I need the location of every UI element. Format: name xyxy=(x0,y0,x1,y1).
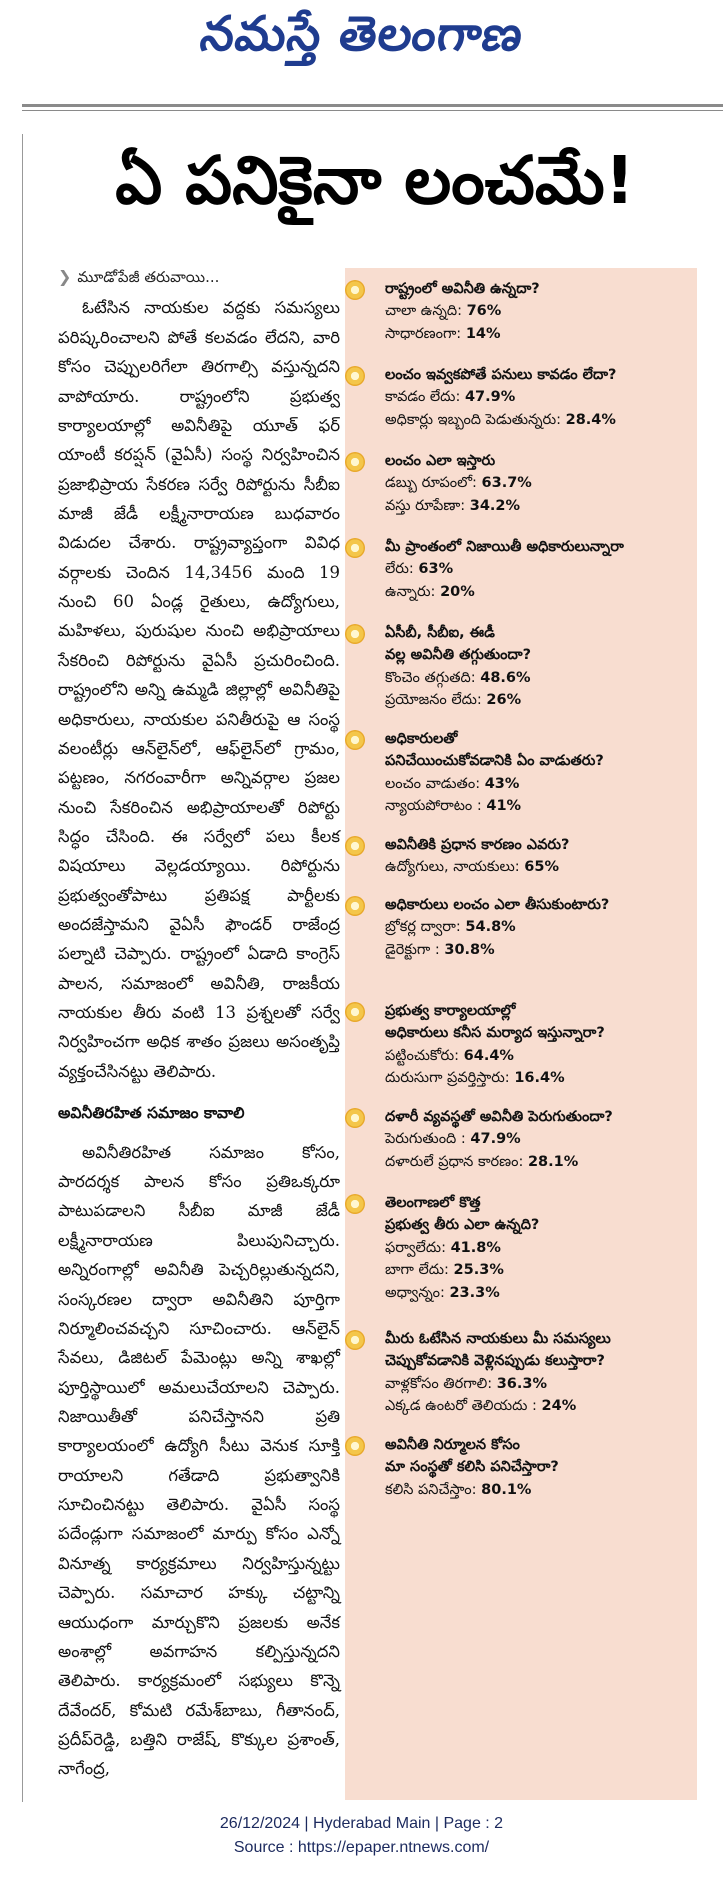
survey-answer-label: వస్తు రూపేణా: xyxy=(385,497,470,514)
survey-answer-label: అధ్వాన్నం: xyxy=(385,1284,450,1301)
survey-answer-label: వాళ్లకోసం తిరగాలి: xyxy=(385,1375,497,1392)
continuation-kicker xyxy=(58,263,340,291)
survey-answer-percent: 65% xyxy=(524,859,559,876)
bullet-icon xyxy=(345,896,365,916)
survey-answer-label: డైరెక్టుగా : xyxy=(385,941,445,958)
survey-question: రాష్ట్రంలో అవినీతి ఉన్నదా? xyxy=(385,281,540,297)
survey-item-text xyxy=(385,622,693,712)
survey-panel xyxy=(345,268,697,1800)
article-body xyxy=(58,263,340,1794)
survey-item-text xyxy=(385,1328,693,1418)
survey-answer-percent: 30.8% xyxy=(444,941,495,958)
survey-answer-label: పట్టించుకోరు: xyxy=(385,1047,464,1064)
survey-question: మీ ప్రాంతంలో నిజాయితీ అధికారులున్నారా xyxy=(385,539,624,555)
survey-question: మీరు ఓటేసిన నాయకులు మీ సమస్యలు xyxy=(385,1331,611,1347)
survey-answer xyxy=(385,856,693,878)
survey-answer-percent: 64.4% xyxy=(463,1047,514,1064)
survey-question: అధికారులు లంచం ఎలా తీసుకుంటారు? xyxy=(385,897,610,913)
survey-item-text xyxy=(385,1434,693,1501)
survey-item-text xyxy=(385,894,693,961)
survey-item-text xyxy=(385,728,693,818)
survey-item-text xyxy=(385,536,693,603)
survey-question: లంచం ఎలా ఇస్తారు xyxy=(385,453,496,469)
survey-answer-label: ఎక్కడ ఉంటరో తెలియదు : xyxy=(385,1398,542,1415)
survey-question: అవినీతికి ప్రధాన కారణం ఎవరు? xyxy=(385,837,570,853)
survey-answer xyxy=(385,939,693,961)
bullet-icon xyxy=(345,538,365,558)
survey-answer xyxy=(385,409,693,431)
survey-answer-label: బ్రోకర్ల ద్వారా: xyxy=(385,919,466,936)
survey-answer xyxy=(385,773,693,795)
headline: ఏ పనికైనా లంచమే! xyxy=(115,142,635,219)
survey-answer-percent: 25.3% xyxy=(453,1262,504,1279)
survey-answer xyxy=(385,1282,693,1304)
survey-answer-percent: 41% xyxy=(486,798,522,815)
survey-answer-percent: 20% xyxy=(440,583,475,600)
survey-answer xyxy=(385,1479,693,1501)
survey-item-text xyxy=(385,1106,693,1173)
footer-edition-info: 26/12/2024 | Hyderabad Main | Page : 2 xyxy=(219,1815,504,1832)
survey-answer xyxy=(385,300,693,322)
bullet-icon xyxy=(345,730,365,750)
bullet-icon xyxy=(345,1194,365,1214)
survey-answer xyxy=(385,1373,693,1395)
survey-answer xyxy=(385,495,693,517)
survey-answer-label: బాగా లేదు: xyxy=(385,1262,454,1279)
survey-question: ఏసీబీ, సీబీఐ, ఈడీ xyxy=(385,625,495,641)
survey-answer-percent: 80.1% xyxy=(481,1481,532,1498)
masthead-rule-thin xyxy=(22,110,723,111)
survey-answer-percent: 16.4% xyxy=(514,1070,565,1087)
masthead xyxy=(0,0,723,92)
survey-answer-percent: 14% xyxy=(465,325,501,342)
survey-question: పనిచేయించుకోవడానికి ఏం వాడుతరు? xyxy=(385,753,604,770)
left-margin-rule xyxy=(22,134,23,1802)
kicker-text: మూడోపేజీ తరువాయి... xyxy=(77,268,220,286)
survey-question: అధికారులతో xyxy=(385,731,458,747)
survey-answer xyxy=(385,1259,693,1281)
bullet-icon xyxy=(345,366,365,386)
survey-answer xyxy=(385,1151,693,1173)
survey-answer-label: పెరుగుతుంది : xyxy=(385,1131,471,1148)
bullet-icon xyxy=(345,1108,365,1128)
survey-item-text xyxy=(385,450,693,517)
article-paragraph-1: ఓటేసిన నాయకుల వద్దకు సమస్యలు పరిష్కరించాలని పోతే కలవడం లేదని, వారి కోసం చెప్పులరిగేలా తిరగాల్సి వస్తున్నదని వాపోయారు. రాష్ట్రంలోని ప్రభుత్వ కార్యాలయాల్లో అవినీతిపై యూత్ ఫర్ యాంటీ కరప్షన్ (వైఏసీ) సంస్థ నిర్వహించిన ప్రజాభిప్రాయ సేకరణ సర్వే రిపోర్టును సీబీఐ మాజీ జేడీ లక్ష్మీనారాయణ బుధవారం విడుదల చేశారు. రాష్ట్రవ్యాప్తంగా వివిధ వర్గాలకు చెందిన 14,3456 మంది 19 నుంచి 60 ఏండ్ల రైతులు, ఉద్యోగులు, మహిళలు, పురుషుల నుంచి అభిప్రాయాలు సేకరించి రిపోర్టును వైఏసీ ప్రచురించింది. రాష్ట్రంలోని అన్ని ఉమ్మడి జిల్లాల్లో అవినీతిపై అధికారులు, నాయకుల పనితీరుపై ఆ సంస్థ వలంటీర్లు ఆన్‌లైన్‌లో, ఆఫ్‌లైన్‌లో గ్రామం, పట్టణం, నగరంవారీగా అన్నివర్గాల ప్రజల నుంచి సేకరించిన అభిప్రాయాలతో రిపోర్టు సిద్ధం చేసింది. ఈ సర్వేలో పలు కీలక విషయాలు వెల్లడయ్యాయి. రిపోర్టును ప్రభుత్వంతోపాటు ప్రతిపక్ష పార్టీలకు అందజేస్తామని వైఏసీ ఫౌండర్ రాజేంద్ర పల్నాటి చెప్పారు. రాష్ట్రంలో ఏడాది కాంగ్రెస్ పాలన, సమాజంలో అవినీతి, రాజకీయ నాయకుల తీరు వంటి 13 ప్రశ్నలతో సర్వే నిర్వహించగా అధిక శాతం ప్రజలు అసంతృప్తి వ్యక్తంచేసినట్టు తెలిపారు. xyxy=(58,298,340,1081)
masthead-rule xyxy=(22,104,723,107)
survey-question: మా సంస్థతో కలిసి పనిచేస్తారా? xyxy=(385,1459,559,1476)
survey-answer-label: ఫర్వాలేదు: xyxy=(385,1239,451,1256)
survey-answer-label: సాధారణంగా: xyxy=(385,325,466,342)
survey-question: ప్రభుత్వ కార్యాలయాల్లో xyxy=(385,1003,516,1019)
survey-answer xyxy=(385,1237,693,1259)
survey-answer-label: కొంచెం తగ్గుతది: xyxy=(385,669,481,686)
survey-answer-percent: 47.9% xyxy=(464,389,516,406)
article-subhead: అవినీతిరహిత సమాజం కావాలి xyxy=(58,1104,245,1123)
survey-answer-percent: 41.8% xyxy=(450,1239,501,1256)
bullet-icon xyxy=(345,1330,365,1350)
survey-answer xyxy=(385,1067,693,1089)
survey-answer-percent: 24% xyxy=(541,1398,577,1415)
survey-answer xyxy=(385,916,693,938)
survey-answer xyxy=(385,558,693,580)
survey-item-text xyxy=(385,1000,693,1090)
survey-answer xyxy=(385,667,693,689)
survey-answer-label: లంచం వాడుతం: xyxy=(385,775,485,792)
survey-answer-label: డబ్బు రూపంలో: xyxy=(385,475,482,492)
bullet-icon xyxy=(345,1436,365,1456)
survey-question: అవినీతి నిర్మూలన కోసం xyxy=(385,1437,520,1453)
page-footer xyxy=(0,1812,723,1860)
survey-answer xyxy=(385,795,693,817)
survey-answer-label: ప్రయోజనం లేదు: xyxy=(385,692,487,709)
survey-answer-percent: 76% xyxy=(466,303,502,320)
survey-answer-percent: 34.2% xyxy=(469,497,521,514)
survey-answer xyxy=(385,1395,693,1417)
survey-answer-label: ఉద్యోగులు, నాయకులు: xyxy=(385,859,525,876)
survey-question: తెలంగాణలో కొత్త xyxy=(385,1195,481,1211)
survey-item-text xyxy=(385,834,693,879)
survey-answer-percent: 23.3% xyxy=(449,1284,500,1301)
survey-answer-percent: 36.3% xyxy=(496,1375,548,1392)
survey-question: దళారీ వ్యవస్థతో అవినీతి పెరుగుతుందా? xyxy=(385,1109,613,1125)
bullet-icon xyxy=(345,1002,365,1022)
survey-item-text xyxy=(385,278,693,345)
survey-question: చెప్పుకోవడానికి వెళ్లినప్పుడు కలుస్తారా? xyxy=(385,1353,605,1370)
survey-answer-percent: 26% xyxy=(486,692,522,709)
survey-answer xyxy=(385,581,693,603)
bullet-icon xyxy=(345,836,365,856)
survey-answer-percent: 48.6% xyxy=(480,669,531,686)
survey-answer xyxy=(385,1045,693,1067)
article-paragraph-2: అవినీతిరహిత సమాజం కోసం, పారదర్శక పాలన కోసం ప్రతిఒక్కరూ పాటుపడాలని సీబీఐ మాజీ జేడీ లక్ష్మీనారాయణ పిలుపునిచ్చారు. అన్నిరంగాల్లో అవినీతి పెచ్చరిల్లుతున్నదని, సంస్కరణల ద్వారా అవినీతిని పూర్తిగా నిర్మూలించవచ్చని సూచించారు. ఆన్‌లైన్ సేవలు, డిజిటల్ పేమెంట్లు అన్ని శాఖల్లో పూర్తిస్థాయిలో అమలుచేయాలని చెప్పారు. నిజాయితీతో పనిచేస్తానని ప్రతి కార్యాలయంలో ఉద్యోగి సీటు వెనుక సూక్తి రాయాలని గతేడాది ప్రభుత్వానికి సూచించినట్టు తెలిపారు. వైఏసీ సంస్థ పదేండ్లుగా సమాజంలో మార్పు కోసం ఎన్నో వినూత్న కార్యక్రమాలు నిర్వహిస్తున్నట్టు చెప్పారు. సమాచార హక్కు చట్టాన్ని ఆయుధంగా మార్చుకొని ప్రజలకు అనేక అంశాల్లో అవగాహన కల్పిస్తున్నదని తెలిపారు. కార్యక్రమంలో సభ్యులు కొన్నె దేవేందర్, కోమటి రమేశ్‌బాబు, గీతానంద్, ప్రదీప్‌రెడ్డి, బత్తిని రాజేష్, కొక్కుల ప్రశాంత్, నాగేంద్ర, xyxy=(58,1142,340,1779)
survey-answer-percent: 28.4% xyxy=(565,411,616,428)
survey-answer xyxy=(385,689,693,711)
bullet-icon xyxy=(345,452,365,472)
survey-answer-percent: 43% xyxy=(484,775,520,792)
survey-answer-percent: 28.1% xyxy=(527,1153,579,1170)
survey-answer-label: దురుసుగా ప్రవర్తిస్తారు: xyxy=(385,1070,515,1087)
survey-question: వల్ల అవినీతి తగ్గుతుందా? xyxy=(385,647,532,664)
survey-answer-percent: 47.9% xyxy=(470,1131,521,1148)
masthead-logo: నమస్తే తెలంగాణ xyxy=(197,6,528,62)
survey-answer-label: అధికార్లు ఇబ్బంది పెడుతున్నరు: xyxy=(385,411,566,428)
survey-item-text xyxy=(385,1192,693,1304)
survey-answer-percent: 54.8% xyxy=(465,919,516,936)
survey-answer-label: కావడం లేదు: xyxy=(385,389,465,406)
survey-answer xyxy=(385,472,693,494)
chevron-right-icon: ❯ xyxy=(58,267,72,286)
survey-answer-label: కలిసి పనిచేస్తాం: xyxy=(385,1481,482,1498)
survey-answer xyxy=(385,1128,693,1150)
survey-answer xyxy=(385,386,693,408)
survey-question: అధికారులు కనీస మర్యాద ఇస్తున్నారా? xyxy=(385,1025,605,1042)
survey-question: ప్రభుత్వ తీరు ఎలా ఉన్నది? xyxy=(385,1217,540,1234)
survey-answer-label: దళారులే ప్రధాన కారణం: xyxy=(385,1153,528,1170)
survey-answer xyxy=(385,323,693,345)
survey-item-text xyxy=(385,364,693,431)
survey-answer-label: లేరు: xyxy=(385,561,419,578)
footer-source: Source : https://epaper.ntnews.com/ xyxy=(233,1839,490,1856)
survey-answer-label: ఉన్నారు: xyxy=(385,583,441,600)
survey-question: లంచం ఇవ్వకపోతే పనులు కావడం లేదా? xyxy=(385,367,617,383)
survey-answer-label: చాలా ఉన్నది: xyxy=(385,303,467,320)
survey-answer-label: న్యాయపోరాటం : xyxy=(385,798,487,815)
survey-answer-percent: 63% xyxy=(418,561,454,578)
bullet-icon xyxy=(345,280,365,300)
bullet-icon xyxy=(345,624,365,644)
survey-answer-percent: 63.7% xyxy=(481,475,532,492)
